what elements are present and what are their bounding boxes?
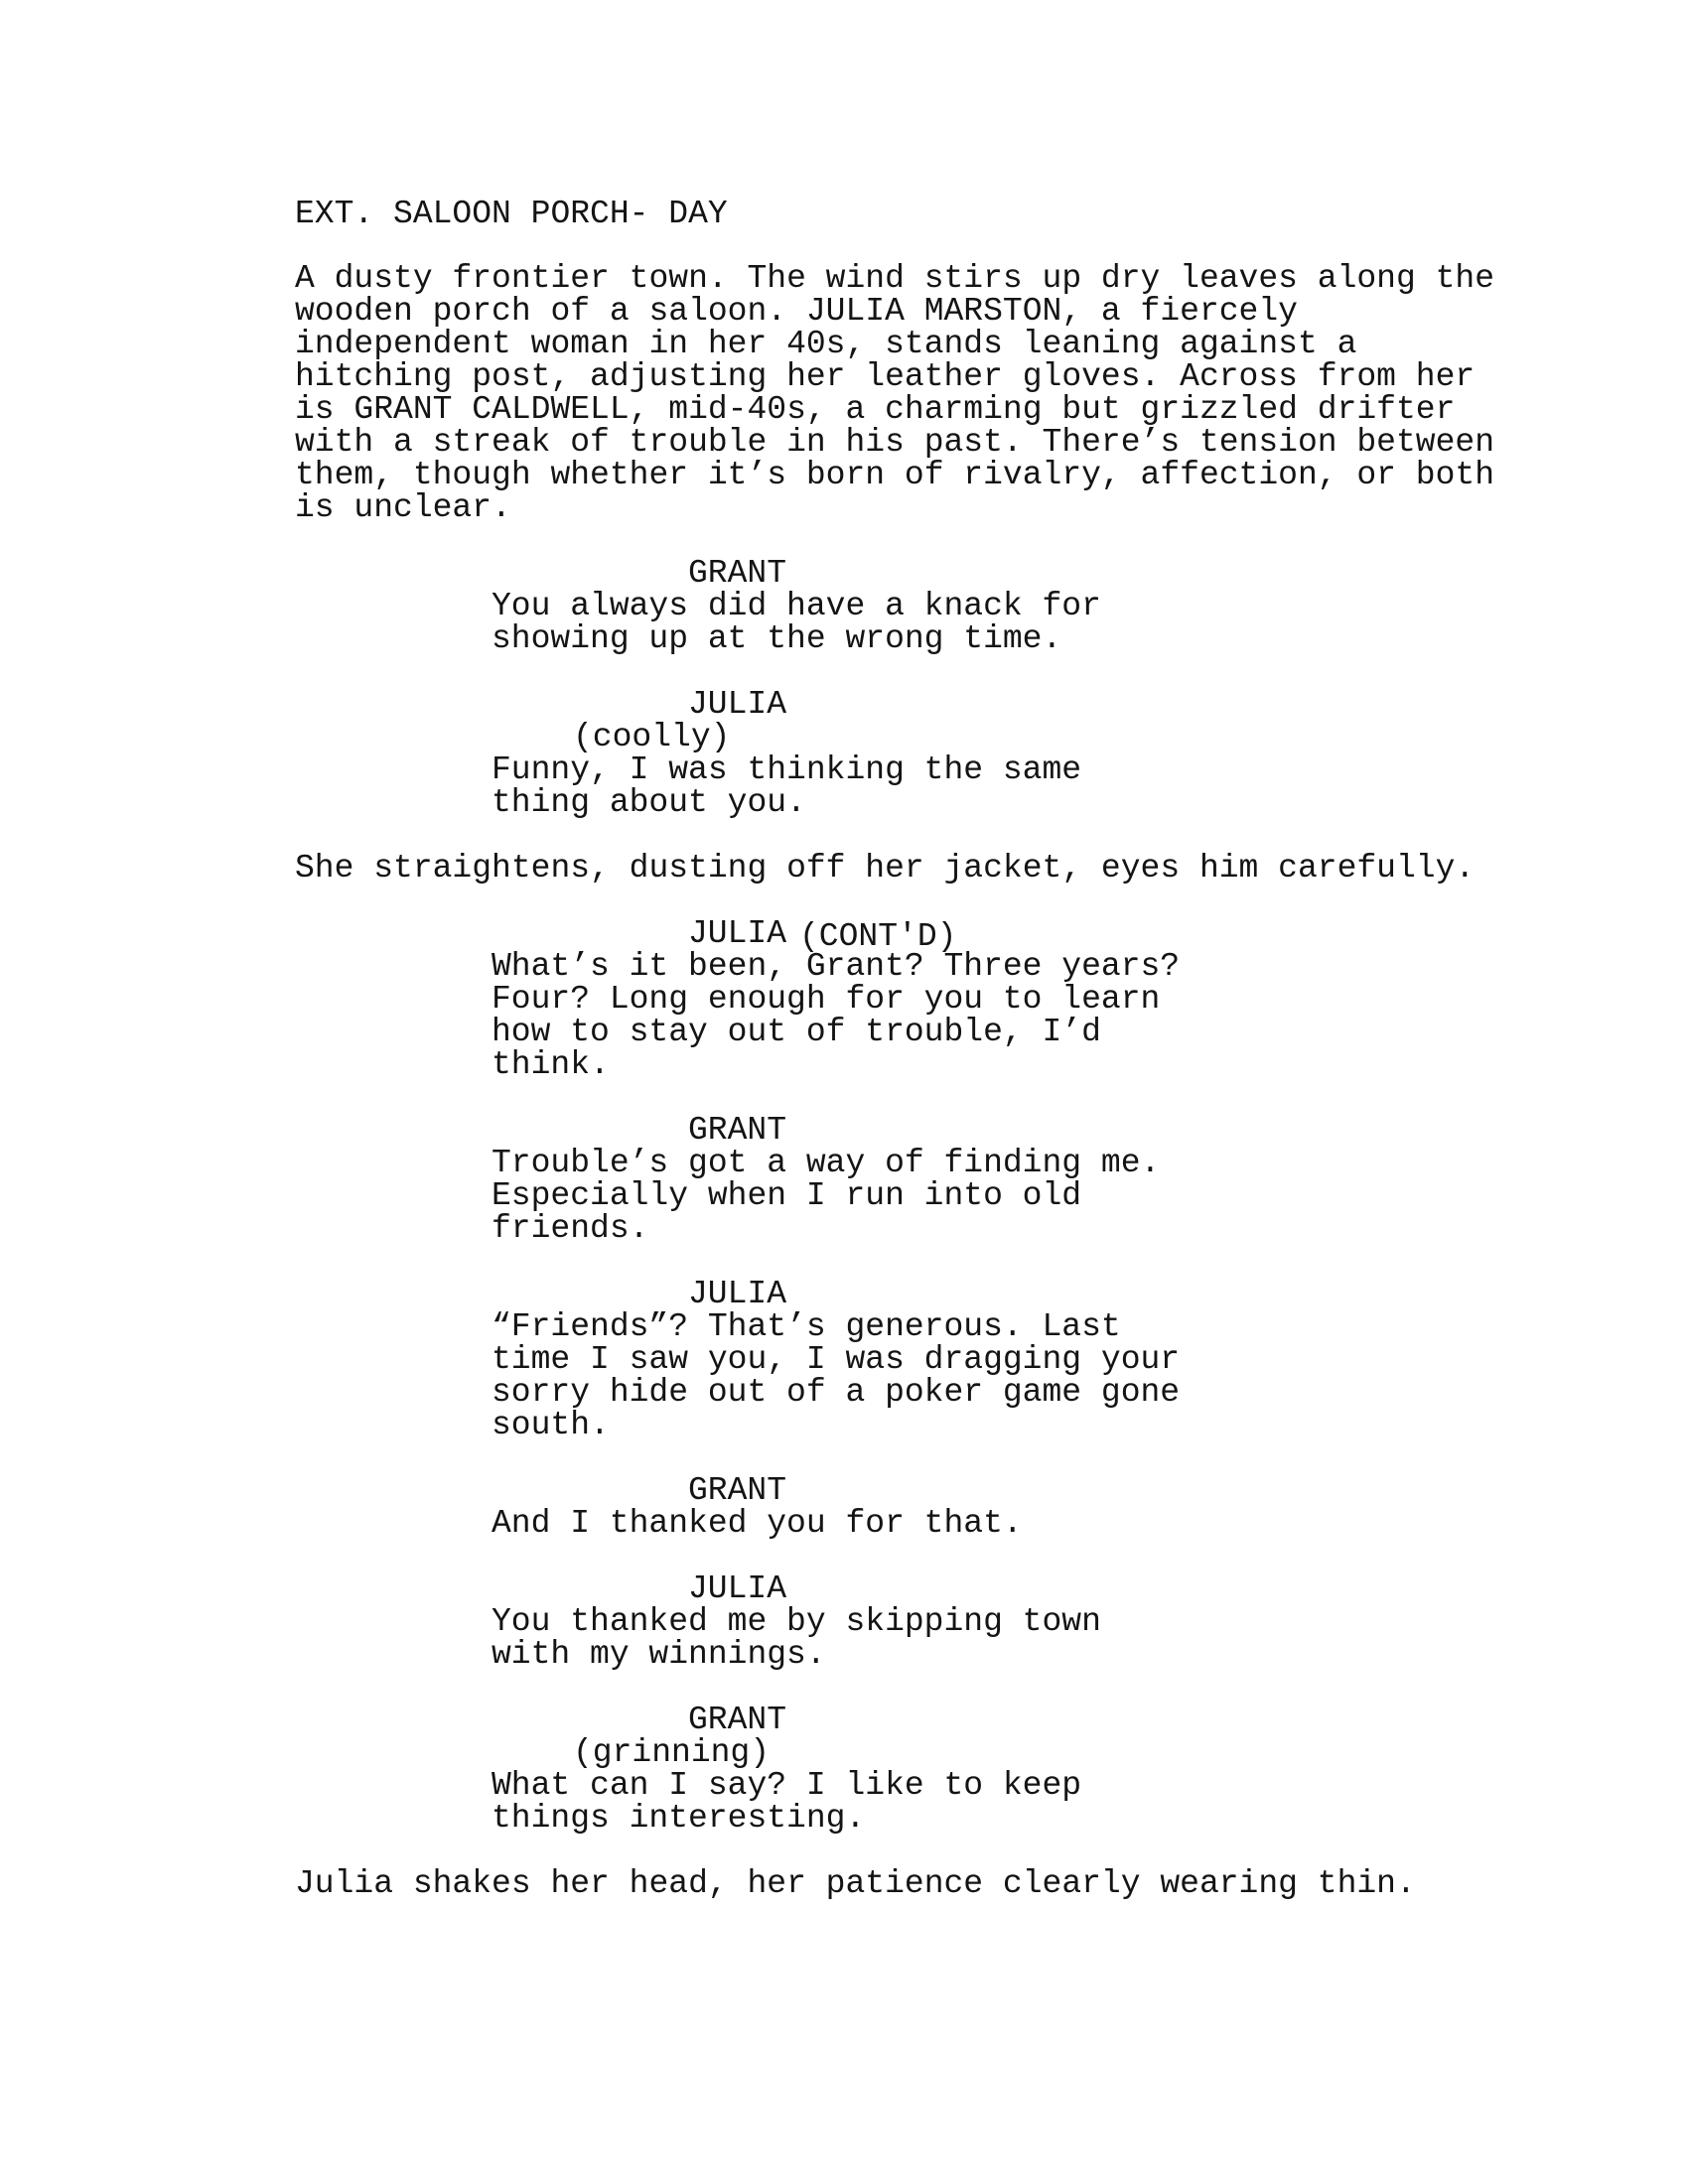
dialogue-line: Especially when I run into old xyxy=(492,1177,1082,1214)
parenthetical: (grinning) xyxy=(573,1734,771,1771)
dialogue-line: thing about you. xyxy=(492,784,806,821)
dialogue-line: things interesting. xyxy=(492,1800,866,1837)
character-name: JULIA xyxy=(688,915,787,952)
dialogue-line: And I thanked you for that. xyxy=(492,1505,1023,1542)
dialogue-line: think. xyxy=(492,1046,610,1083)
character-name: GRANT xyxy=(688,555,787,592)
character-name: GRANT xyxy=(688,1112,787,1149)
dialogue-line: What can I say? I like to keep xyxy=(492,1767,1082,1804)
action-line: A dusty frontier town. The wind stirs up dry leaves along the xyxy=(295,260,1494,297)
character-extension: (CONT'D) xyxy=(799,918,957,955)
action-line: She straightens, dusting off her jacket, eyes him carefully. xyxy=(295,850,1476,887)
action-line: wooden porch of a saloon. JULIA MARSTON, a fiercely xyxy=(295,293,1298,330)
dialogue-line: sorry hide out of a poker game gone xyxy=(492,1374,1181,1411)
action-line: independent woman in her 40s, stands leaning against a xyxy=(295,326,1357,362)
action-line: hitching post, adjusting her leather gloves. Across from her xyxy=(295,358,1476,395)
action-line: is unclear. xyxy=(295,489,511,526)
dialogue-line: Four? Long enough for you to learn xyxy=(492,981,1161,1018)
dialogue-line: friends. xyxy=(492,1210,649,1247)
dialogue-line: time I saw you, I was dragging your xyxy=(492,1341,1181,1378)
dialogue-line: south. xyxy=(492,1407,610,1443)
action-line: is GRANT CALDWELL, mid-40s, a charming but grizzled drifter xyxy=(295,391,1456,428)
character-name: JULIA xyxy=(688,1570,787,1607)
character-name: GRANT xyxy=(688,1472,787,1509)
action-line: with a streak of trouble in his past. There’s tension between xyxy=(295,424,1494,461)
character-name: JULIA xyxy=(688,686,787,723)
dialogue-line: showing up at the wrong time. xyxy=(492,620,1062,657)
dialogue-line: “Friends”? That’s generous. Last xyxy=(492,1308,1121,1345)
dialogue-line: Trouble’s got a way of finding me. xyxy=(492,1145,1161,1181)
character-name: JULIA xyxy=(688,1276,787,1312)
character-name: GRANT xyxy=(688,1702,787,1738)
dialogue-line: You thanked me by skipping town xyxy=(492,1603,1101,1640)
parenthetical: (coolly) xyxy=(573,719,731,755)
dialogue-line: What’s it been, Grant? Three years? xyxy=(492,948,1181,985)
dialogue-line: Funny, I was thinking the same xyxy=(492,751,1082,788)
action-line: Julia shakes her head, her patience clearly wearing thin. xyxy=(295,1865,1416,1902)
scene-heading: EXT. SALOON PORCH- DAY xyxy=(295,196,728,232)
dialogue-line: You always did have a knack for xyxy=(492,588,1101,624)
dialogue-line: with my winnings. xyxy=(492,1636,826,1673)
action-line: them, though whether it’s born of rivalry, affection, or both xyxy=(295,457,1494,493)
dialogue-line: how to stay out of trouble, I’d xyxy=(492,1014,1101,1050)
